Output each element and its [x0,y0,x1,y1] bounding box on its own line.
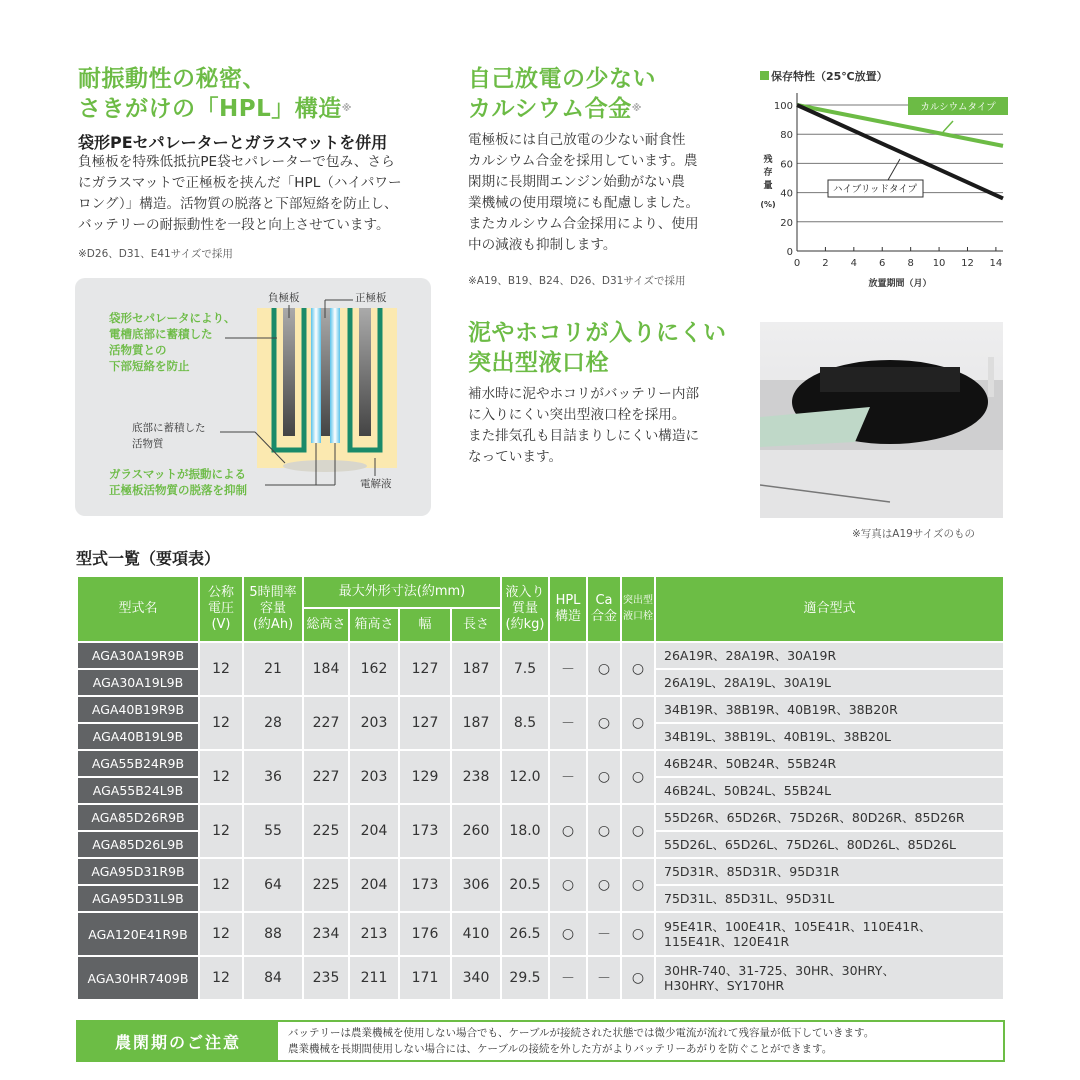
cell-ca: ○ [588,697,620,749]
x-tick-label: 6 [879,258,886,269]
notice-line: バッテリーは農業機械を使用しない場合でも、ケーブルが接続された状態では微少電流が流れて残容量が低下していきます。 [288,1027,875,1039]
text-line: 底部に蓄積した [132,422,206,434]
cell-hpl: ○ [550,913,586,955]
cell-th: 225 [304,859,348,911]
table-row [78,913,1003,955]
model-name: AGA120E41R9B [78,913,198,955]
photo-caption: ※写真はA19サイズのもの [852,528,976,540]
battery-top-image [760,322,1003,518]
title-line: 突出型液口栓 [468,350,609,376]
legend-hybrid: ハイブリッドタイプ [833,184,917,195]
header-plug [622,577,654,641]
negative-plate [283,308,295,436]
cell-plug: ○ [622,913,654,955]
table-row [78,697,1003,722]
model-name: AGA30A19L9B [78,670,198,695]
hpl-subtitle: 袋形PEセパレーターとガラスマットを併用 [78,133,388,152]
compatible-models: 30HR-740、31-725、30HR、30HRY、H30HRY、SY170HR [656,957,1003,999]
cell-w: 127 [400,697,450,749]
text-line: にガラスマットで正極板を挟んだ「HPL（ハイパワー [78,175,402,191]
cell-ca: － [588,913,620,955]
cell-hpl: － [550,697,586,749]
cell-th: 227 [304,751,348,803]
cell-kg: 8.5 [502,697,548,749]
cell-bh: 162 [350,643,398,695]
cell-plug: ○ [622,805,654,857]
model-name: AGA55B24R9B [78,751,198,776]
notice-text [278,1022,884,1060]
cell-w: 173 [400,805,450,857]
y-tick-label: 60 [780,159,793,171]
cell-plug: ○ [622,751,654,803]
cell-bh: 203 [350,751,398,803]
spec-table [76,575,1005,1001]
cell-th: 225 [304,805,348,857]
cell-hpl: － [550,751,586,803]
model-name: AGA85D26R9B [78,805,198,830]
cell-v: 12 [200,751,242,803]
header-line: Ca [595,593,613,608]
text-line: 業機械の使用環境にも配慮しました。 [468,195,700,211]
text-line: 電極板には自己放電の少ない耐食性 [468,132,686,148]
header-capacity [244,577,302,641]
text-line: またカルシウム合金採用により、使用 [468,216,699,232]
header-line: 液入り [505,585,545,600]
glass-mat [311,308,321,443]
plug-body [468,384,699,468]
text-line: 中の減液も抑制します。 [468,237,617,253]
cell-kg: 29.5 [502,957,548,999]
off-season-notice [76,1020,1005,1062]
header-line: 構造 [554,609,581,624]
cell-ah: 28 [244,697,302,749]
header-ca [588,577,620,641]
table-row [78,751,1003,776]
cell-w: 176 [400,913,450,955]
cell-ca: ○ [588,751,620,803]
text-line: また排気孔も目詰まりしにくい構造に [468,428,700,444]
cell-l: 306 [452,859,500,911]
table-row [78,859,1003,884]
vent-plug-photo [760,322,1003,518]
callout-line [888,159,900,180]
cell-plug: ○ [622,859,654,911]
hpl-structure-diagram [75,278,431,516]
cell-plug: ○ [622,957,654,999]
spec-table-wrap [76,575,1005,1001]
cell-ah: 55 [244,805,302,857]
x-tick-label: 12 [961,258,974,269]
glass-mat [330,308,340,443]
y-axis-label: 残 [763,155,773,165]
footnote-mark: ※ [341,103,352,114]
hpl-note: ※D26、D31、E41サイズで採用 [78,248,233,260]
table-row [78,957,1003,999]
text-line: 活物質との [109,343,167,357]
calcium-body [468,130,699,256]
cell-plug: ○ [622,697,654,749]
plug-section-title [468,318,727,378]
header-mass [502,577,548,641]
header-width: 幅 [400,609,450,641]
hpl-body [78,152,402,236]
header-line: 5時間率 [249,585,297,600]
text-line: 負極板を特殊低抵抗PE袋セパレーターで包み、さら [78,154,395,170]
notice-heading: 農閑期のご注意 [78,1022,278,1060]
header-line: 電圧 [207,601,234,616]
y-tick-label: 20 [780,217,793,229]
x-tick-label: 4 [850,258,858,269]
header-line: 突出型 [623,595,653,606]
text-line: ガラスマットが振動による [109,467,246,481]
cell-th: 184 [304,643,348,695]
cell-hpl: － [550,957,586,999]
y-tick-label: 80 [780,130,793,142]
cell-bh: 204 [350,859,398,911]
cell-v: 12 [200,913,242,955]
cell-ah: 64 [244,859,302,911]
cell-kg: 7.5 [502,643,548,695]
header-total-height: 総高さ [304,609,348,641]
y-tick-label: 100 [773,101,793,112]
cell-bh: 213 [350,913,398,955]
compatible-models: 55D26R、65D26R、75D26R、80D26R、85D26R [656,805,1003,830]
text-line: 補水時に泥やホコリがバッテリー内部 [468,386,700,402]
cell-ah: 84 [244,957,302,999]
chart-plot [758,64,1018,304]
y-axis-label: 量 [763,181,773,191]
positive-plate-label: 正極板 [355,292,387,304]
title-line: 自己放電の少ない [468,66,656,92]
text-line: バッテリーの耐振動性を一段と向上させています。 [78,217,390,233]
x-axis-label: 放置期間（月） [868,279,932,289]
cell-l: 238 [452,751,500,803]
cell-w: 173 [400,859,450,911]
header-line: (V) [211,617,231,632]
y-tick-label: 40 [780,188,793,200]
title-line: 耐振動性の秘密、 [78,66,266,92]
header-line: (約Ah) [252,617,294,632]
header-line: 公称 [207,585,234,600]
cell-v: 12 [200,697,242,749]
text-line: なっています。 [468,449,563,465]
cell-ca: ○ [588,643,620,695]
cell-hpl: ○ [550,859,586,911]
cell-th: 234 [304,913,348,955]
model-name: AGA85D26L9B [78,832,198,857]
text-line: 閑期に長期間エンジン始動がない農 [468,174,685,190]
negative-plate-label: 負極板 [268,292,300,304]
text-line: ロング）」構造。活物質の脱落と下部短絡を防止し、 [78,196,398,212]
glass-mat-note [109,466,247,498]
cell-kg: 18.0 [502,805,548,857]
header-dims: 最大外形寸法(約mm) [304,577,500,607]
cell-v: 12 [200,957,242,999]
cell-v: 12 [200,859,242,911]
callout-line [943,121,953,132]
cell-hpl: － [550,643,586,695]
cell-w: 171 [400,957,450,999]
cell-v: 12 [200,805,242,857]
title-line: 泥やホコリが入りにくい [468,320,727,346]
text-line: 袋形セパレータにより、 [109,311,236,325]
cell-ah: 36 [244,751,302,803]
calcium-section-title [468,64,656,124]
cell-th: 227 [304,697,348,749]
cell-l: 260 [452,805,500,857]
separator-note [109,310,236,374]
table-row [78,805,1003,830]
x-tick-label: 14 [989,258,1003,269]
header-line: 容量 [259,601,286,616]
text-line: 下部短絡を防止 [109,359,190,373]
hpl-section-title [78,64,352,124]
electrolyte-label: 電解液 [360,478,392,490]
cell-l: 410 [452,913,500,955]
cell-w: 129 [400,751,450,803]
header-line: 合金 [590,609,617,624]
text-line: 電槽底部に蓄積した [109,327,213,341]
cell-bh: 203 [350,697,398,749]
model-name: AGA30A19R9B [78,643,198,668]
calcium-note: ※A19、B19、B24、D26、D31サイズで採用 [468,275,686,287]
title-line: さきがけの「HPL」構造 [78,96,342,122]
text-line: に入りにくい突出型液口栓を採用。 [468,407,686,423]
cell-th: 235 [304,957,348,999]
x-tick-label: 10 [932,258,946,269]
text-line: 活物質 [132,438,164,450]
cell-ca: － [588,957,620,999]
header-hpl [550,577,586,641]
cell-kg: 26.5 [502,913,548,955]
footnote-mark: ※ [631,103,642,114]
model-name: AGA95D31R9B [78,859,198,884]
cell-ah: 88 [244,913,302,955]
compatible-models: 26A19L、28A19L、30A19L [656,670,1003,695]
cell-l: 187 [452,697,500,749]
y-axis-label: (%) [760,200,776,209]
model-name: AGA95D31L9B [78,886,198,911]
cell-kg: 20.5 [502,859,548,911]
model-name: AGA40B19L9B [78,724,198,749]
header-line: HPL [555,593,581,608]
y-tick-label: 0 [786,247,793,258]
compatible-models: 95E41R、100E41R、105E41R、110E41R、115E41R、120E41R [656,913,1003,955]
cell-l: 340 [452,957,500,999]
cell-ah: 21 [244,643,302,695]
storage-characteristic-chart [758,64,1018,304]
header-line: 質量 [511,601,538,616]
title-line: カルシウム合金 [468,96,632,122]
compatible-models: 46B24R、50B24R、55B24R [656,751,1003,776]
header-line: (約kg) [505,617,545,632]
compatible-models: 34B19L、38B19L、40B19L、38B20L [656,724,1003,749]
chart-title-text: 保存特性（25℃放置） [771,70,888,83]
table-title: 型式一覧（要項表） [76,549,221,568]
cell-l: 187 [452,643,500,695]
header-voltage [200,577,242,641]
model-name: AGA55B24L9B [78,778,198,803]
cell-kg: 12.0 [502,751,548,803]
x-tick-label: 8 [907,258,914,269]
compatible-models: 46B24L、50B24L、55B24L [656,778,1003,803]
header-name: 型式名 [78,577,198,641]
positive-plate [321,308,330,436]
x-tick-label: 0 [793,258,801,269]
cell-w: 127 [400,643,450,695]
cell-ca: ○ [588,805,620,857]
cell-ca: ○ [588,859,620,911]
y-axis-label: 存 [763,168,773,178]
model-name: AGA40B19R9B [78,697,198,722]
notice-line: 農業機械を長期間使用しない場合には、ケーブルの接続を外した方がよりバッテリーあがりを防ぐことができます。 [288,1043,833,1055]
cell-v: 12 [200,643,242,695]
model-name: AGA30HR7409B [78,957,198,999]
text-line: 正極板活物質の脱落を抑制 [109,483,247,497]
negative-plate [359,308,371,436]
compatible-models: 75D31R、85D31R、95D31R [656,859,1003,884]
cell-plug: ○ [622,643,654,695]
header-line: 液口栓 [623,611,653,622]
legend-calcium: カルシウムタイプ [920,102,996,113]
sediment-label [132,420,206,452]
compatible-models: 55D26L、65D26L、75D26L、80D26L、85D26L [656,832,1003,857]
compatible-models: 75D31L、85D31L、95D31L [656,886,1003,911]
cell-hpl: ○ [550,805,586,857]
text-line: カルシウム合金を採用しています。農 [468,153,698,169]
header-fit: 適合型式 [656,577,1003,641]
header-box-height: 箱高さ [350,609,398,641]
compatible-models: 34B19R、38B19R、40B19R、38B20R [656,697,1003,722]
header-length: 長さ [452,609,500,641]
table-row [78,643,1003,668]
cell-bh: 211 [350,957,398,999]
compatible-models: 26A19R、28A19R、30A19R [656,643,1003,668]
x-tick-label: 2 [822,258,829,269]
cell-bh: 204 [350,805,398,857]
